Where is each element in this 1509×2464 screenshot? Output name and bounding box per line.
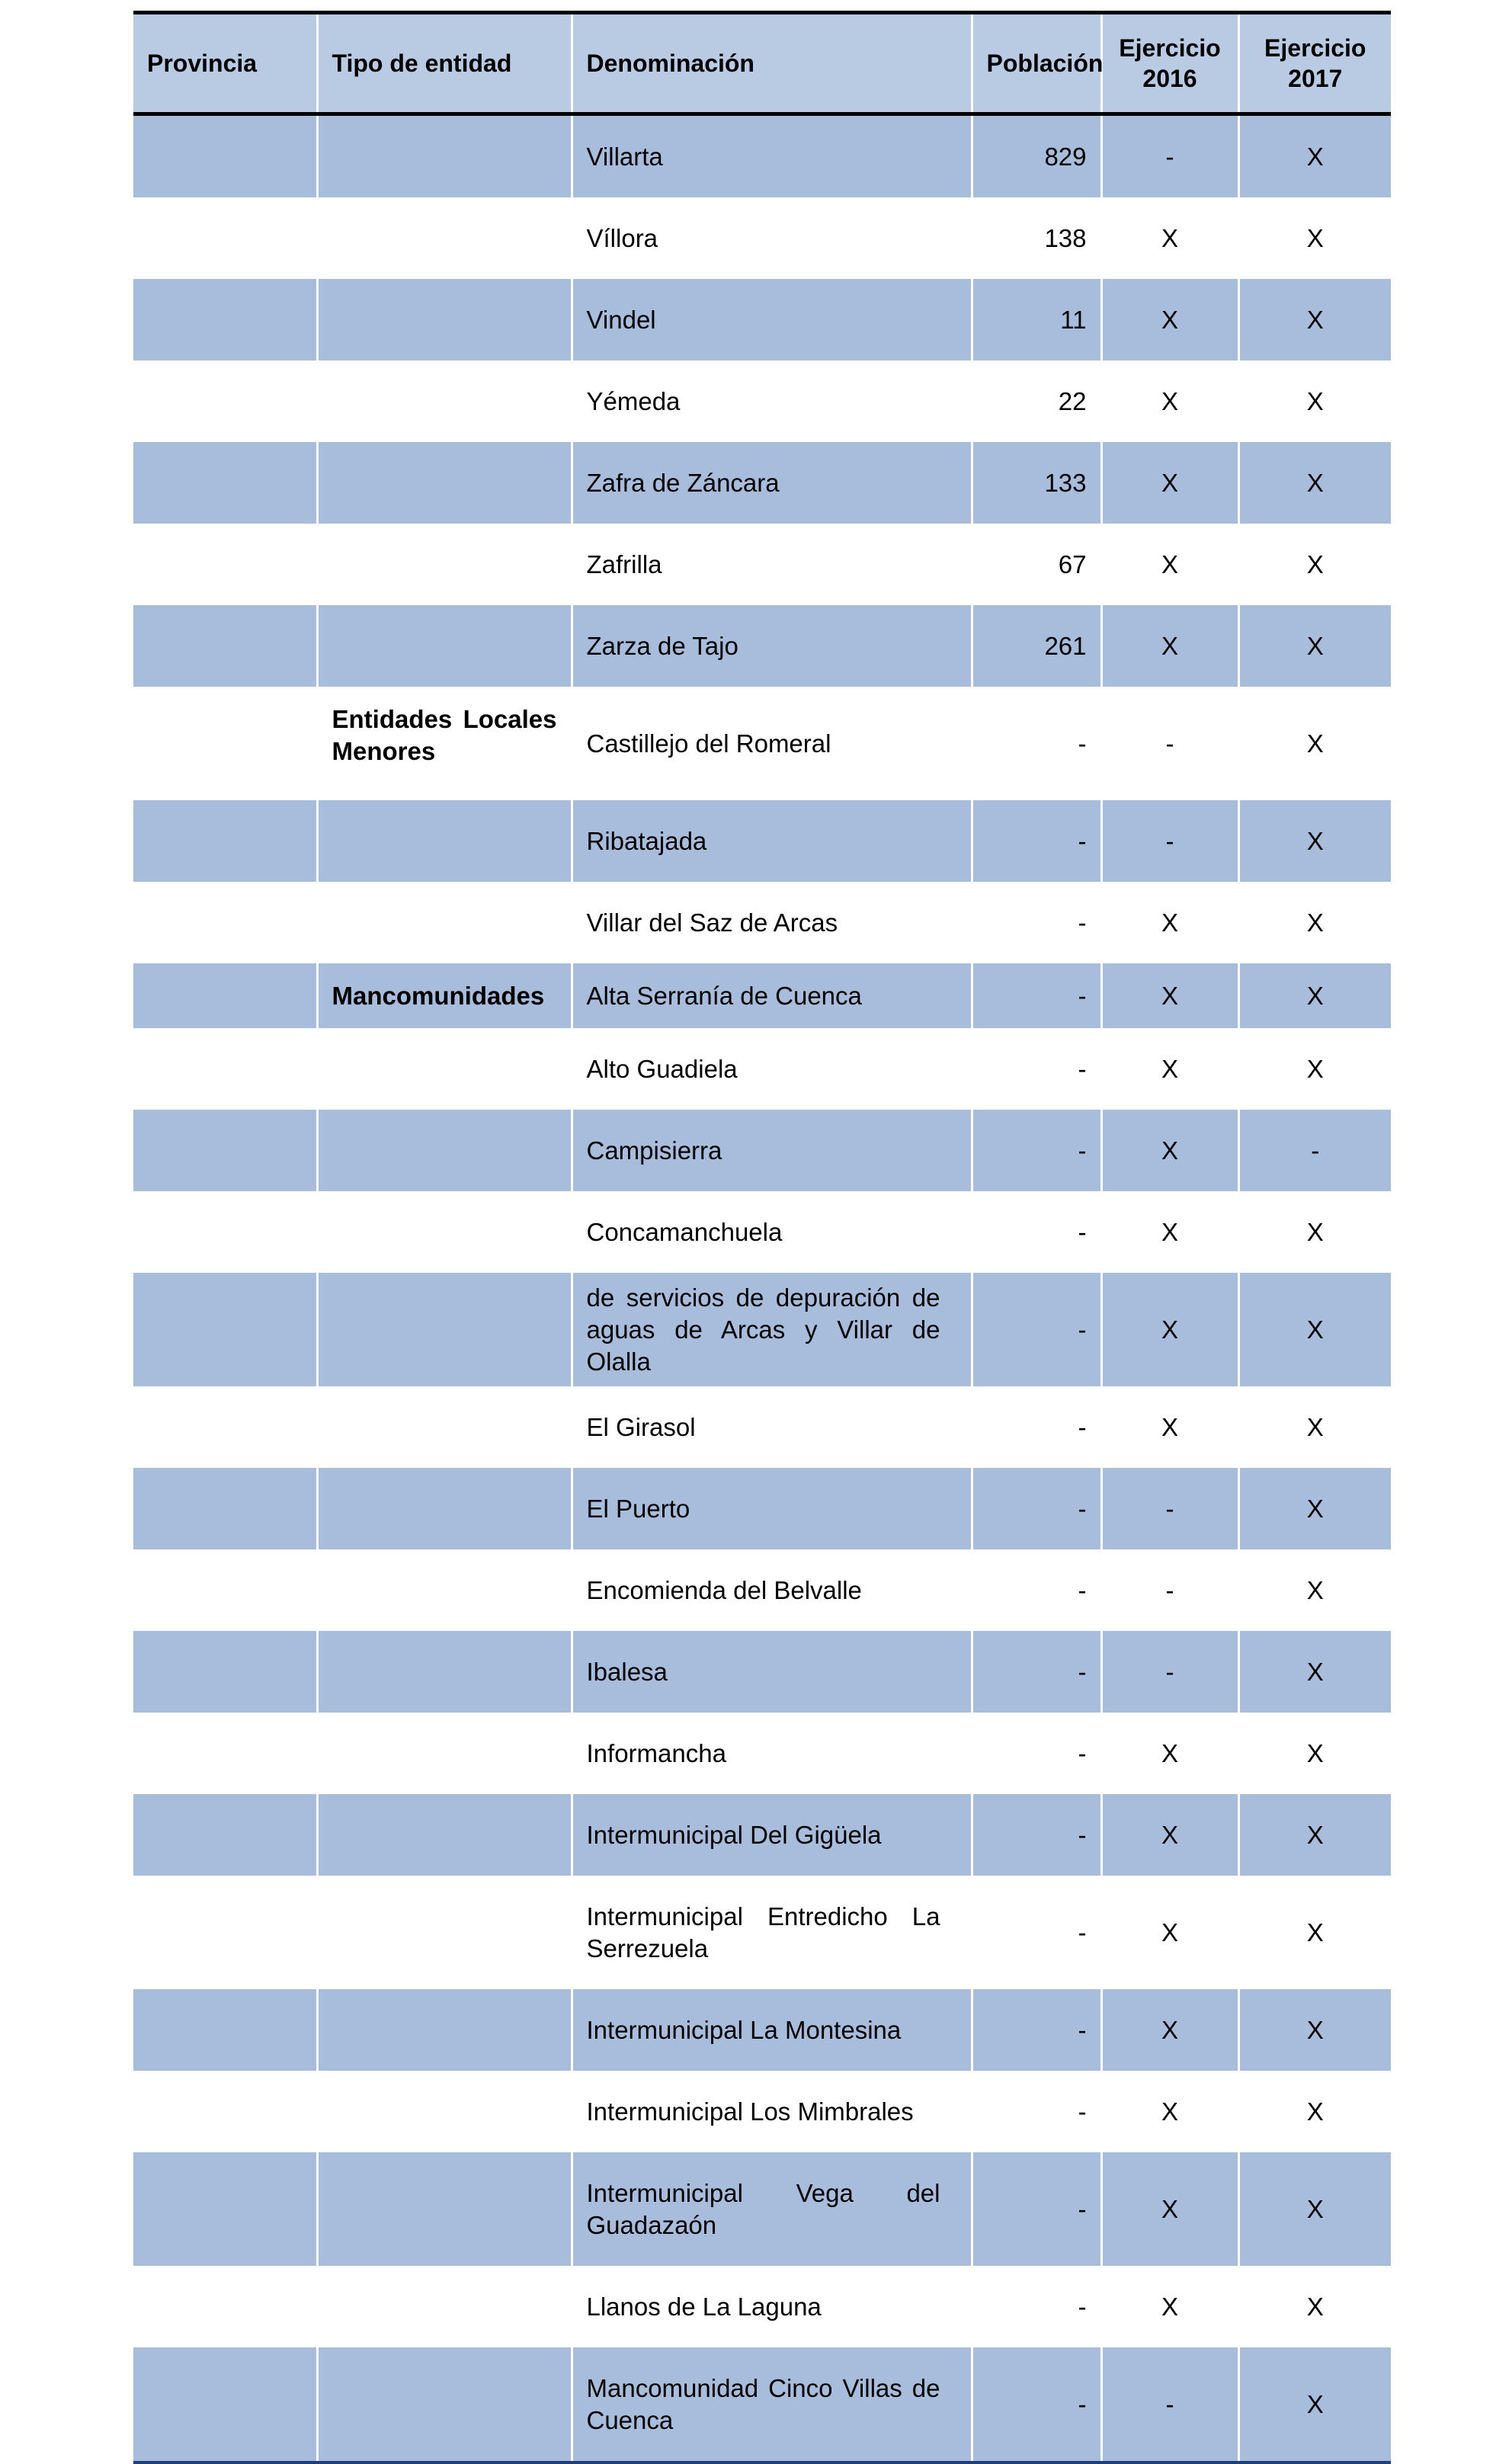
cell-ejercicio-2016: X <box>1101 1191 1238 1273</box>
cell-ejercicio-2016: - <box>1101 687 1238 800</box>
cell-ejercicio-2017: X <box>1238 2152 1391 2266</box>
cell-ejercicio-2017: X <box>1238 524 1391 605</box>
cell-provincia <box>133 1110 317 1191</box>
cell-provincia <box>133 687 317 800</box>
cell-ejercicio-2016: X <box>1101 2071 1238 2152</box>
cell-provincia <box>133 882 317 963</box>
cell-ejercicio-2017: X <box>1238 279 1391 360</box>
table-row <box>133 1386 1391 1468</box>
cell-ejercicio-2017: X <box>1238 1028 1391 1110</box>
cell-ejercicio-2016: - <box>1101 1631 1238 1713</box>
cell-ejercicio-2016: X <box>1101 279 1238 360</box>
cell-poblacion: - <box>972 2266 1101 2347</box>
cell-poblacion: 67 <box>972 524 1101 605</box>
cell-ejercicio-2016: X <box>1101 197 1238 279</box>
cell-tipo-entidad <box>317 1028 572 1110</box>
table-row <box>133 1468 1391 1549</box>
cell-poblacion: 138 <box>972 197 1101 279</box>
cell-denominacion: El Girasol <box>572 1386 972 1468</box>
cell-ejercicio-2017: X <box>1238 1989 1391 2071</box>
cell-poblacion: 261 <box>972 605 1101 687</box>
cell-poblacion: 829 <box>972 114 1101 198</box>
cell-denominacion: Alta Serranía de Cuenca <box>572 963 972 1028</box>
cell-tipo-entidad <box>317 442 572 524</box>
cell-ejercicio-2016: X <box>1101 2152 1238 2266</box>
cell-poblacion: 11 <box>972 279 1101 360</box>
cell-provincia <box>133 524 317 605</box>
cell-provincia <box>133 800 317 882</box>
cell-ejercicio-2017: X <box>1238 2266 1391 2347</box>
cell-provincia <box>133 1468 317 1549</box>
cell-ejercicio-2017: X <box>1238 1713 1391 1794</box>
cell-provincia <box>133 2152 317 2266</box>
cell-denominacion: Yémeda <box>572 360 972 442</box>
cell-tipo-entidad <box>317 197 572 279</box>
table-row <box>133 882 1391 963</box>
cell-tipo-entidad <box>317 605 572 687</box>
cell-provincia <box>133 1989 317 2071</box>
cell-tipo-entidad <box>317 279 572 360</box>
cell-poblacion: - <box>972 882 1101 963</box>
cell-denominacion: Intermunicipal La Montesina <box>572 1989 972 2071</box>
header-row <box>133 13 1391 114</box>
cell-provincia <box>133 197 317 279</box>
cell-ejercicio-2016: X <box>1101 360 1238 442</box>
cell-provincia <box>133 442 317 524</box>
cell-denominacion: Intermunicipal Vega del Guadazaón <box>572 2152 972 2266</box>
cell-denominacion: Mancomunidad Cinco Villas de Cuenca <box>572 2347 972 2462</box>
cell-tipo-entidad <box>317 1876 572 1989</box>
cell-ejercicio-2016: X <box>1101 882 1238 963</box>
cell-tipo-entidad: Mancomunidades <box>317 963 572 1028</box>
cell-tipo-entidad <box>317 882 572 963</box>
cell-poblacion: - <box>972 1549 1101 1631</box>
cell-tipo-entidad <box>317 1794 572 1876</box>
table-row <box>133 963 1391 1028</box>
cell-poblacion: - <box>972 2347 1101 2462</box>
cell-ejercicio-2017: X <box>1238 442 1391 524</box>
cell-denominacion: Vindel <box>572 279 972 360</box>
cell-provincia <box>133 1549 317 1631</box>
cell-ejercicio-2016: X <box>1101 1386 1238 1468</box>
cell-ejercicio-2016: X <box>1101 1876 1238 1989</box>
cell-poblacion: 22 <box>972 360 1101 442</box>
cell-tipo-entidad <box>317 1713 572 1794</box>
cell-ejercicio-2017: X <box>1238 1794 1391 1876</box>
cell-ejercicio-2017: X <box>1238 1273 1391 1386</box>
cell-poblacion: - <box>972 1794 1101 1876</box>
cell-ejercicio-2016: X <box>1101 1989 1238 2071</box>
table-row <box>133 1110 1391 1191</box>
table-row <box>133 2071 1391 2152</box>
cell-tipo-entidad <box>317 2347 572 2462</box>
table-row <box>133 360 1391 442</box>
cell-denominacion: El Puerto <box>572 1468 972 1549</box>
cell-ejercicio-2016: - <box>1101 2347 1238 2462</box>
cell-provincia <box>133 114 317 198</box>
entities-table-container <box>133 11 1391 2464</box>
cell-provincia <box>133 1386 317 1468</box>
cell-ejercicio-2017: X <box>1238 1631 1391 1713</box>
table-row <box>133 279 1391 360</box>
cell-ejercicio-2016: X <box>1101 1110 1238 1191</box>
cell-tipo-entidad <box>317 1468 572 1549</box>
cell-poblacion: - <box>972 1631 1101 1713</box>
cell-provincia <box>133 605 317 687</box>
header-tipo-entidad: Tipo de entidad <box>317 13 572 114</box>
cell-ejercicio-2016: X <box>1101 1794 1238 1876</box>
cell-denominacion: Ibalesa <box>572 1631 972 1713</box>
cell-provincia <box>133 1876 317 1989</box>
cell-denominacion: Informancha <box>572 1713 972 1794</box>
cell-denominacion: Intermunicipal Del Gigüela <box>572 1794 972 1876</box>
cell-ejercicio-2016: - <box>1101 800 1238 882</box>
table-header <box>133 13 1391 114</box>
cell-tipo-entidad: Entidades Locales Menores <box>317 687 572 800</box>
cell-ejercicio-2016: X <box>1101 605 1238 687</box>
cell-ejercicio-2016: X <box>1101 1273 1238 1386</box>
cell-denominacion: Víllora <box>572 197 972 279</box>
cell-ejercicio-2017: X <box>1238 1549 1391 1631</box>
table-row <box>133 524 1391 605</box>
table-row <box>133 1631 1391 1713</box>
cell-denominacion: Villar del Saz de Arcas <box>572 882 972 963</box>
cell-tipo-entidad <box>317 1549 572 1631</box>
cell-tipo-entidad <box>317 1631 572 1713</box>
cell-provincia <box>133 963 317 1028</box>
cell-ejercicio-2017: X <box>1238 197 1391 279</box>
table-row <box>133 197 1391 279</box>
table-row <box>133 605 1391 687</box>
header-provincia: Provincia <box>147 50 258 77</box>
cell-ejercicio-2017: X <box>1238 1386 1391 1468</box>
cell-ejercicio-2017: X <box>1238 2071 1391 2152</box>
cell-ejercicio-2017: X <box>1238 2347 1391 2462</box>
cell-ejercicio-2016: - <box>1101 1468 1238 1549</box>
table-row <box>133 2266 1391 2347</box>
cell-denominacion: Ribatajada <box>572 800 972 882</box>
cell-poblacion: - <box>972 1386 1101 1468</box>
cell-denominacion: Zafra de Záncara <box>572 442 972 524</box>
table-row <box>133 1191 1391 1273</box>
cell-tipo-entidad <box>317 2152 572 2266</box>
cell-ejercicio-2017: X <box>1238 882 1391 963</box>
cell-provincia <box>133 2347 317 2462</box>
cell-tipo-entidad <box>317 1191 572 1273</box>
cell-denominacion: Zarza de Tajo <box>572 605 972 687</box>
cell-denominacion: Campisierra <box>572 1110 972 1191</box>
table-row <box>133 800 1391 882</box>
cell-ejercicio-2017: X <box>1238 1876 1391 1989</box>
table-row <box>133 1794 1391 1876</box>
table-row <box>133 1028 1391 1110</box>
cell-poblacion: - <box>972 1713 1101 1794</box>
cell-ejercicio-2016: X <box>1101 524 1238 605</box>
cell-ejercicio-2016: X <box>1101 2266 1238 2347</box>
table-row <box>133 1713 1391 1794</box>
cell-ejercicio-2017: X <box>1238 605 1391 687</box>
cell-ejercicio-2017: X <box>1238 963 1391 1028</box>
table-row <box>133 1989 1391 2071</box>
cell-tipo-entidad <box>317 1110 572 1191</box>
cell-ejercicio-2017: X <box>1238 1468 1391 1549</box>
cell-ejercicio-2016: X <box>1101 1713 1238 1794</box>
cell-poblacion: - <box>972 1110 1101 1191</box>
table-row <box>133 1876 1391 1989</box>
cell-provincia <box>133 2071 317 2152</box>
cell-tipo-entidad <box>317 2266 572 2347</box>
cell-ejercicio-2016: - <box>1101 114 1238 198</box>
cell-tipo-entidad <box>317 1989 572 2071</box>
cell-poblacion: - <box>972 1876 1101 1989</box>
cell-poblacion: - <box>972 1273 1101 1386</box>
table-row <box>133 442 1391 524</box>
cell-poblacion: - <box>972 800 1101 882</box>
cell-provincia <box>133 1713 317 1794</box>
cell-denominacion: Llanos de La Laguna <box>572 2266 972 2347</box>
cell-tipo-entidad <box>317 800 572 882</box>
cell-denominacion: Villarta <box>572 114 972 198</box>
cell-poblacion: - <box>972 687 1101 800</box>
cell-tipo-entidad <box>317 1386 572 1468</box>
cell-denominacion: de servicios de depuración de aguas de Arcas y Villar de Olalla <box>572 1273 972 1386</box>
table-row <box>133 687 1391 800</box>
cell-poblacion: - <box>972 2152 1101 2266</box>
cell-provincia <box>133 279 317 360</box>
cell-ejercicio-2016: X <box>1101 963 1238 1028</box>
cell-poblacion: - <box>972 2071 1101 2152</box>
entities-table <box>133 11 1391 2464</box>
cell-ejercicio-2016: X <box>1101 1028 1238 1110</box>
table-row <box>133 114 1391 198</box>
cell-ejercicio-2017: X <box>1238 1191 1391 1273</box>
header-poblacion: Población <box>972 13 1101 114</box>
cell-poblacion: - <box>972 1989 1101 2071</box>
cell-ejercicio-2017: X <box>1238 800 1391 882</box>
cell-denominacion: Zafrilla <box>572 524 972 605</box>
cell-tipo-entidad <box>317 2071 572 2152</box>
cell-provincia <box>133 2266 317 2347</box>
cell-ejercicio-2016: X <box>1101 442 1238 524</box>
table-body <box>133 114 1391 2463</box>
cell-poblacion: - <box>972 963 1101 1028</box>
cell-denominacion: Castillejo del Romeral <box>572 687 972 800</box>
cell-provincia <box>133 1028 317 1110</box>
table-row <box>133 1549 1391 1631</box>
cell-provincia <box>133 360 317 442</box>
cell-provincia <box>133 1273 317 1386</box>
table-row <box>133 2152 1391 2266</box>
cell-poblacion: - <box>972 1191 1101 1273</box>
cell-tipo-entidad <box>317 114 572 198</box>
cell-provincia <box>133 1794 317 1876</box>
cell-ejercicio-2017: X <box>1238 114 1391 198</box>
table-row <box>133 2347 1391 2462</box>
cell-denominacion: Intermunicipal Entredicho La Serrezuela <box>572 1876 972 1989</box>
cell-tipo-entidad <box>317 524 572 605</box>
cell-ejercicio-2017: X <box>1238 687 1391 800</box>
cell-denominacion: Concamanchuela <box>572 1191 972 1273</box>
cell-denominacion: Encomienda del Belvalle <box>572 1549 972 1631</box>
cell-ejercicio-2016: - <box>1101 1549 1238 1631</box>
header-ejercicio-2016: Ejercicio 2016 <box>1101 13 1238 114</box>
table-row <box>133 1273 1391 1386</box>
header-ejercicio-2017: Ejercicio 2017 <box>1238 13 1391 114</box>
cell-provincia <box>133 1191 317 1273</box>
cell-tipo-entidad <box>317 1273 572 1386</box>
cell-poblacion: - <box>972 1028 1101 1110</box>
header-denominacion: Denominación <box>572 13 972 114</box>
cell-ejercicio-2017: X <box>1238 360 1391 442</box>
cell-denominacion: Intermunicipal Los Mimbrales <box>572 2071 972 2152</box>
cell-poblacion: - <box>972 1468 1101 1549</box>
cell-ejercicio-2017: - <box>1238 1110 1391 1191</box>
cell-tipo-entidad <box>317 360 572 442</box>
cell-denominacion: Alto Guadiela <box>572 1028 972 1110</box>
cell-poblacion: 133 <box>972 442 1101 524</box>
cell-provincia <box>133 1631 317 1713</box>
